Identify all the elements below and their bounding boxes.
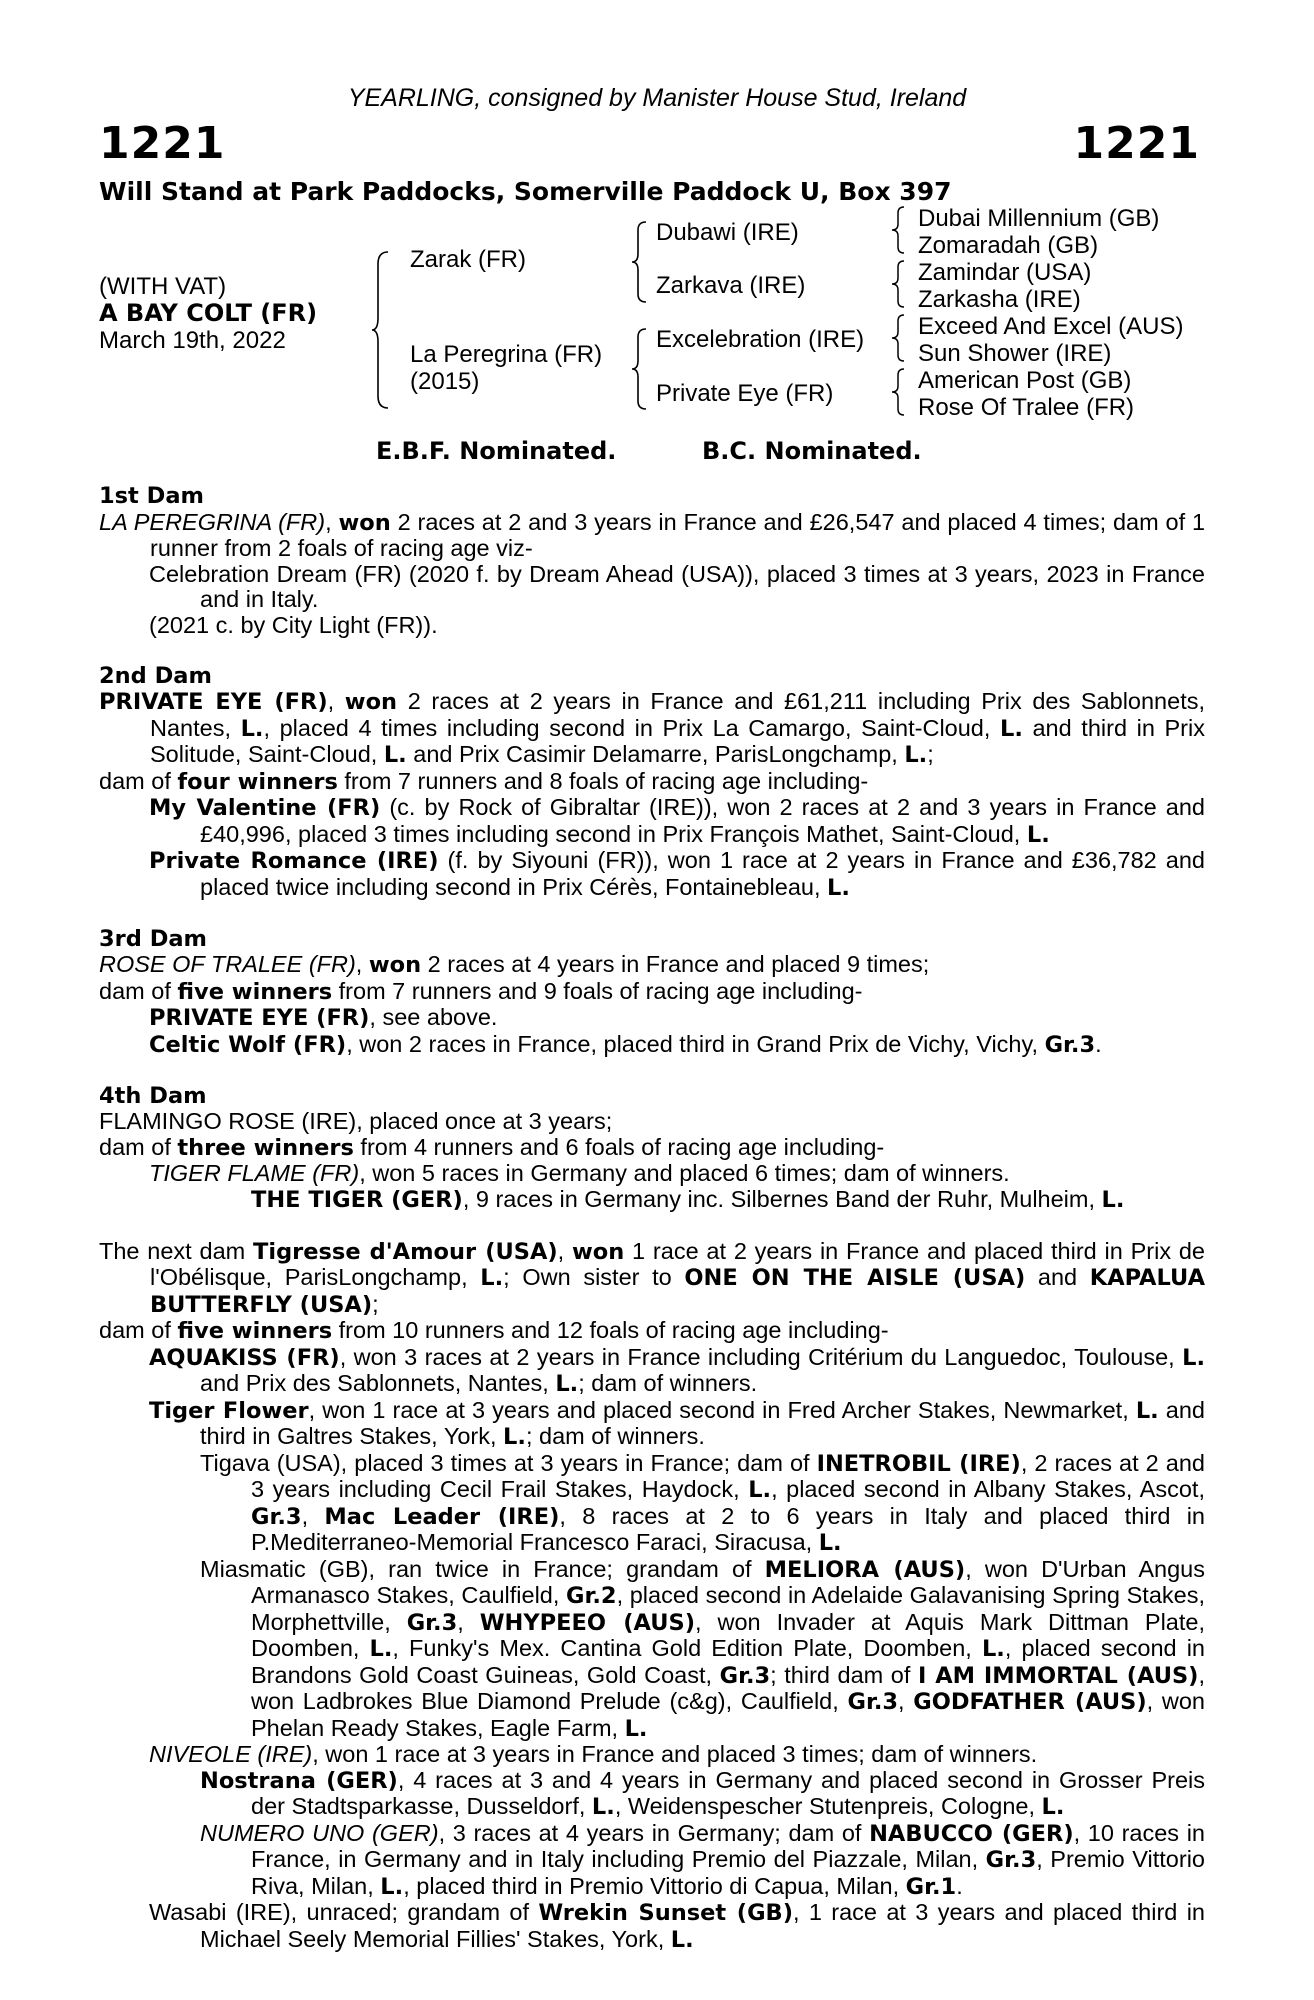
next-dam-text: The next dam Tigresse d'Amour (USA), won 1 race at 2 years in France and placed third in Prix de l'Obélisque, ParisLongchamp, L.; Own sister to ONE ON THE AISLE (USA) and KAPALUA BUTTERFLY (USA);	[99, 1237, 1205, 1318]
pedigree-sire-sire: Dubawi (IRE)	[656, 219, 799, 246]
produce-entry: Celebration Dream (FR) (2020 f. by Dream Ahead (USA)), placed 3 times at 3 years, 2023 in France and in Italy.	[149, 560, 1205, 612]
pedigree-brace-ds	[890, 313, 908, 363]
pedigree-dam: La Peregrina (FR)	[410, 341, 603, 368]
produce-entry: My Valentine (FR) (c. by Rock of Gibraltar (IRE)), won 2 races at 2 and 3 years in France and £40,996, placed 3 times including second in Prix François Mathet, Saint-Cloud, L.	[149, 794, 1205, 848]
pedigree-brace-sd	[890, 259, 908, 309]
pedigree-brace-dd	[890, 367, 908, 417]
lot-number-right: 1221	[1073, 118, 1200, 169]
fourth-dam-section	[99, 1084, 1205, 1214]
pedigree-dss: Exceed And Excel (AUS)	[918, 313, 1184, 340]
first-dam-section	[99, 484, 1205, 638]
produce-entry: PRIVATE EYE (FR), see above.	[149, 1004, 498, 1031]
pedigree-dds: American Post (GB)	[918, 367, 1132, 394]
next-dam-summary: dam of five winners from 10 runners and 12 foals of racing age including-	[99, 1317, 889, 1344]
produce-entry: Tiger Flower, won 1 race at 3 years and placed second in Fred Archer Stakes, Newmarket, L. and third in Galtres Stakes, York, L.; dam of winners.	[149, 1396, 1205, 1450]
fourth-dam-heading: 4th Dam	[99, 1082, 207, 1109]
pedigree-sire: Zarak (FR)	[410, 246, 526, 273]
consignment-line: YEARLING, consigned by Manister House Stud, Ireland	[347, 84, 967, 112]
produce-entry: Nostrana (GER), 4 races at 3 and 4 years in Germany and placed second in Grosser Preis der Stadtsparkasse, Dusseldorf, L., Weidenspescher Stutenpreis, Cologne, L.	[200, 1766, 1205, 1820]
produce-entry: Tigava (USA), placed 3 times at 3 years in France; dam of INETROBIL (IRE), 2 races at 2 and 3 years including Cecil Frail Stakes, Haydock, L., placed second in Albany Stakes, Ascot, Gr.3, Mac Leader (IRE), 8 races at 2 to 6 years in Italy and placed third in P.Mediterraneo-Memorial Francesco Faraci, Siracusa, L.	[200, 1449, 1205, 1556]
pedigree-dsd: Sun Shower (IRE)	[918, 340, 1112, 367]
stand-location: Will Stand at Park Paddocks, Somerville Paddock U, Box 397	[99, 177, 952, 206]
second-dam-heading: 2nd Dam	[99, 662, 212, 689]
third-dam-text: ROSE OF TRALEE (FR), won 2 races at 4 years in France and placed 9 times;	[99, 951, 930, 978]
produce-entry: AQUAKISS (FR), won 3 races at 2 years in France including Critérium du Languedoc, Toulouse, L. and Prix des Sablonnets, Nantes, L.; dam of winners.	[149, 1343, 1205, 1397]
next-dam-section	[99, 1239, 1205, 1954]
produce-entry: Private Romance (IRE) (f. by Siyouni (FR)), won 1 race at 2 years in France and £36,782 and placed twice including second in Prix Cérès, Fontainebleau, L.	[149, 847, 1205, 901]
pedigree-dam-year: (2015)	[410, 368, 480, 395]
pedigree-sdd: Zarkasha (IRE)	[918, 286, 1081, 313]
ebf-nomination: E.B.F. Nominated.	[376, 437, 617, 465]
third-dam-summary: dam of five winners from 7 runners and 9 foals of racing age including-	[99, 977, 863, 1005]
foaling-date: March 19th, 2022	[99, 327, 286, 354]
second-dam-summary: dam of four winners from 7 runners and 8 foals of racing age including-	[99, 767, 869, 795]
pedigree-brace-sire	[630, 220, 650, 304]
bc-nomination: B.C. Nominated.	[702, 437, 922, 465]
produce-entry: Celtic Wolf (FR), won 2 races in France, placed third in Grand Prix de Vichy, Vichy, Gr.3.	[149, 1030, 1102, 1058]
lot-number-left: 1221	[99, 118, 226, 169]
pedigree-ssd: Zomaradah (GB)	[918, 232, 1099, 259]
produce-entry: TIGER FLAME (FR), won 5 races in Germany and placed 6 times; dam of winners.	[149, 1160, 1010, 1186]
produce-entry: (2021 c. by City Light (FR)).	[149, 611, 438, 638]
pedigree-brace-dam	[630, 327, 650, 411]
pedigree-ddd: Rose Of Tralee (FR)	[918, 394, 1135, 421]
pedigree-sss: Dubai Millennium (GB)	[918, 205, 1160, 232]
pedigree-dam-sire: Excelebration (IRE)	[656, 326, 865, 353]
horse-name: A BAY COLT (FR)	[99, 299, 318, 327]
produce-entry: THE TIGER (GER), 9 races in Germany inc. Silbernes Band der Ruhr, Mulheim, L.	[251, 1185, 1125, 1213]
third-dam-section	[99, 927, 1205, 1059]
first-dam-text: LA PEREGRINA (FR), won 2 races at 2 and 3 years in France and £26,547 and placed 4 times; dam of 1 runner from 2 foals of racing age viz-	[99, 508, 1206, 561]
produce-entry: NUMERO UNO (GER), 3 races at 4 years in Germany; dam of NABUCCO (GER), 10 races in France, in Germany and in Italy including Premio del Piazzale, Milan, Gr.3, Premio Vittorio Riva, Milan, L., placed third in Premio Vittorio di Capua, Milan, Gr.1.	[200, 1819, 1206, 1900]
pedigree-brace-main	[370, 250, 392, 410]
pedigree-dam-dam: Private Eye (FR)	[656, 380, 834, 407]
pedigree-sire-dam: Zarkava (IRE)	[656, 272, 806, 299]
vat-note: (WITH VAT)	[99, 273, 227, 300]
pedigree-brace-ss	[890, 205, 908, 255]
third-dam-heading: 3rd Dam	[99, 925, 207, 952]
produce-entry: NIVEOLE (IRE), won 1 race at 3 years in France and placed 3 times; dam of winners.	[149, 1741, 1038, 1767]
second-dam-section	[99, 664, 1205, 902]
first-dam-heading: 1st Dam	[99, 483, 204, 509]
second-dam-text: PRIVATE EYE (FR), won 2 races at 2 years in France and £61,211 including Prix des Sablonnets, Nantes, L., placed 4 times including second in Prix La Camargo, Saint-Cloud, L. and third in Prix Solitude, Saint-Cloud, L. and Prix Casimir Delamarre, ParisLongchamp, L.;	[99, 688, 1205, 768]
fourth-dam-summary: dam of three winners from 4 runners and 6 foals of racing age including-	[99, 1133, 885, 1161]
produce-record	[99, 484, 1205, 1953]
fourth-dam-text: FLAMINGO ROSE (IRE), placed once at 3 years;	[99, 1108, 613, 1134]
pedigree-sds: Zamindar (USA)	[918, 259, 1092, 286]
produce-entry: Wasabi (IRE), unraced; grandam of Wrekin Sunset (GB), 1 race at 3 years and placed third in Michael Seely Memorial Fillies' Stakes, York, L.	[149, 1899, 1205, 1953]
produce-entry: Miasmatic (GB), ran twice in France; grandam of MELIORA (AUS), won D'Urban Angus Armanasco Stakes, Caulfield, Gr.2, placed second in Adelaide Galavanising Spring Stakes, Morphettville, Gr.3, WHYPEEO (AUS), won Invader at Aquis Mark Dittman Plate, Doomben, L., Funky's Mex. Cantina Gold Edition Plate, Doomben, L., placed second in Brandons Gold Coast Guineas, Gold Coast, Gr.3; third dam of I AM IMMORTAL (AUS), won Ladbrokes Blue Diamond Prelude (c&g), Caulfield, Gr.3, GODFATHER (AUS), won Phelan Ready Stakes, Eagle Farm, L.	[200, 1555, 1206, 1742]
